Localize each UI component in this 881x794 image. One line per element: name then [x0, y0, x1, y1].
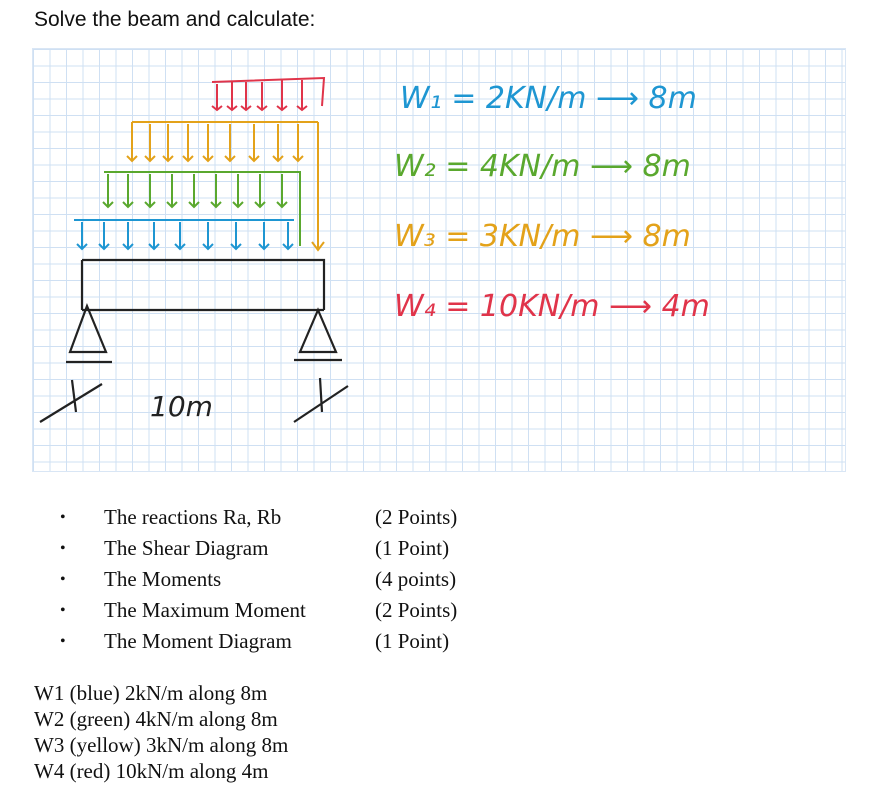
w3-definition: W₃ = 3KN/m ⟶ 8m	[394, 219, 691, 254]
w1-definition: W₁ = 2KN/m ⟶ 8m	[400, 81, 697, 116]
span-label: 10m	[150, 390, 213, 423]
w4-definition: W₄ = 10KN/m ⟶ 4m	[394, 289, 710, 324]
task-label: The Moment Diagram	[104, 629, 292, 653]
bullet-icon: •	[60, 509, 66, 526]
load-line-w1: W1 (blue) 2kN/m along 8m	[34, 681, 268, 705]
task-points: (2 Points)	[375, 598, 458, 622]
task-points: (4 points)	[375, 567, 457, 591]
bullet-icon: •	[60, 633, 66, 650]
task-label: The Moments	[104, 567, 222, 591]
w2-definition: W₂ = 4KN/m ⟶ 8m	[394, 149, 691, 184]
load-line-w3: W3 (yellow) 3kN/m along 8m	[34, 733, 289, 757]
task-points: (2 Points)	[375, 505, 458, 529]
load-w1-blue	[74, 220, 294, 249]
load-definitions	[34, 680, 288, 784]
load-w4-red	[212, 78, 324, 110]
load-w3-yellow	[127, 122, 324, 250]
load-line-w2: W2 (green) 4kN/m along 8m	[34, 707, 278, 731]
page-title: Solve the beam and calculate:	[34, 8, 316, 31]
bullet-icon: •	[60, 540, 66, 557]
task-points: (1 Point)	[375, 629, 450, 653]
bullet-icon: •	[60, 602, 66, 619]
task-label: The reactions Ra, Rb	[104, 505, 282, 529]
task-points: (1 Point)	[375, 536, 450, 560]
load-line-w4: W4 (red) 10kN/m along 4m	[34, 759, 269, 783]
load-w2-green	[103, 172, 300, 246]
task-label: The Shear Diagram	[104, 536, 269, 560]
task-label: The Maximum Moment	[104, 598, 306, 622]
bullet-icon: •	[60, 571, 66, 588]
beam-sketch	[32, 48, 844, 470]
